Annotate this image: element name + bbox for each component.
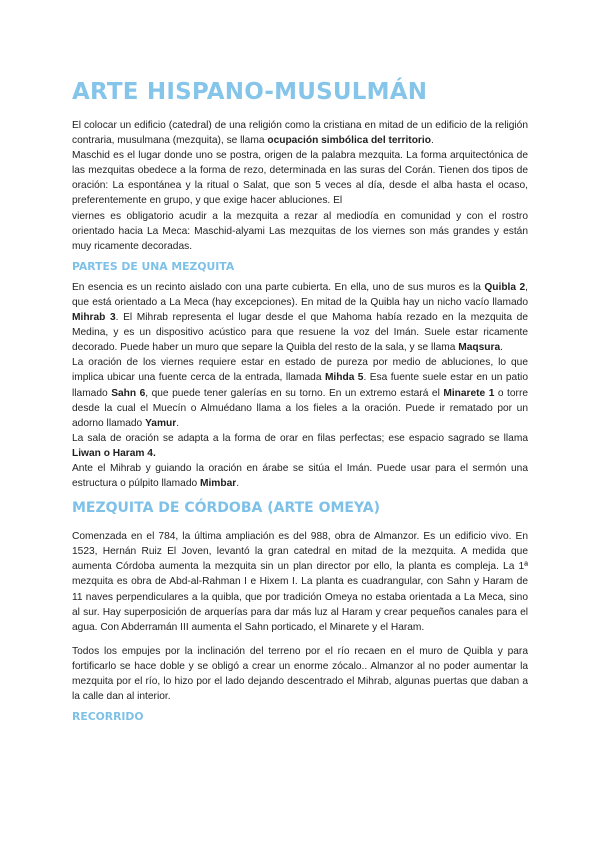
bold-term: Yamur xyxy=(145,417,177,429)
text-run: . Esa fuente suele estar en un patio llamado xyxy=(72,372,528,399)
text-run: . xyxy=(500,342,503,354)
text-run: . xyxy=(236,478,240,490)
bold-term: Sahn 6 xyxy=(111,387,146,399)
text-run: . El Mihrab representa el lugar desde el que Mahoma había rezado en la mezquita de Medina, y es un dispositivo acústico para que resuene la voz del Imán. Suele estar ricamente decorado. Puede haber un muro que separe la Quibla del resto de la sala, y se llama xyxy=(72,312,528,354)
text-run: En esencia es un recinto aislado con una parte cubierta. En ella, uno de sus muros es la xyxy=(72,281,485,293)
text-run: La sala de oración se adapta a la forma de orar en filas perfectas; ese espacio sagrado se llama xyxy=(72,432,528,444)
document-page xyxy=(72,78,528,730)
text-run: Ante el Mihrab y guiando la oración en árabe se sitúa el Imán. Puede usar para el sermón una estructura o púlpito llamado xyxy=(72,462,528,490)
bold-term: Liwan o Haram 4. xyxy=(72,447,156,459)
page-title: ARTE HISPANO-MUSULMÁN xyxy=(72,79,428,105)
bold-term: Quibla 2 xyxy=(484,281,526,293)
intro-paragraph-2: Maschid es el lugar donde uno se postra, origen de la palabra mezquita. La forma arquitectónica de las mezquitas obedece a la forma de rezo, determinada en las suras del Corán. Tienen dos tipos de oración: La espontánea y la ritual o Salat, que son 5 veces al día, desde el alba hasta el ocaso, preferentemente en grupo, y que exige hacer abluciones. El xyxy=(72,150,528,207)
bold-term: Mihda 5 xyxy=(324,372,364,384)
bold-term: Minarete 1 xyxy=(443,387,495,399)
bold-term: Maqsura xyxy=(458,342,501,354)
text-run: . xyxy=(176,417,180,429)
section-heading-cordoba: MEZQUITA DE CÓRDOBA (ARTE OMEYA) xyxy=(72,500,381,517)
text-run: o torre desde la cual el Muecín o Almuédano llama a los fieles a la oración. Puede ir rematado por un adorno llamado xyxy=(72,387,528,429)
section-heading-partes: PARTES DE UNA MEZQUITA xyxy=(72,259,235,273)
bold-term: Mihrab 3 xyxy=(72,312,116,324)
intro-paragraph-1 xyxy=(72,118,528,148)
cordoba-paragraph-2: Todos los empujes por la inclinación del terreno por el río recaen en el muro de Quibla y para fortificarlo se hace doble y se obligó a crear un enorme zócalo.. Almanzor al no poder aumentar la mezquita por el río, lo hizo por el lado dejando descentrado el Mihrab, algunas puertas que daban a la calle dan al interior. xyxy=(72,645,528,703)
partes-paragraph-4 xyxy=(72,461,528,491)
partes-paragraph-3 xyxy=(72,431,528,461)
partes-paragraph-1 xyxy=(72,280,528,355)
bold-term: Mimbar xyxy=(199,478,237,490)
partes-paragraph-2 xyxy=(72,355,528,430)
text-run: . xyxy=(430,135,434,147)
intro-paragraph-3: viernes es obligatorio acudir a la mezquita a rezar al mediodía en comunidad y con el rostro orientado hacia La Meca: Maschid-alyami Las mezquitas de los viernes son más grandes y están muy ricamente decoradas. xyxy=(72,210,528,252)
cordoba-paragraph-1: Comenzada en el 784, la última ampliación es del 988, obra de Almanzor. Es un edificio vivo. En 1523, Hernán Ruiz El Joven, levantó la gran catedral en mitad de la mezquita. A medida que aumenta Córdoba aumenta la mezquita sin un plan director por ello, la planta es compleja. La 1ª mezquita es obra de Abd-al-Rahman I e Hixem I. La planta es cuadrangular, con Sahn y Haram de 11 naves perpendiculares a la quibla, que por tradición Omeya no estaba orientada a La Meca, sino al sur. Hay superposición de arquerías para dar más luz al Haram y crear pequeños canales para el agua. Con Abderramán III aumenta el Sahn porticado, el Minarete y el Haram. xyxy=(72,531,528,633)
text-run: , que puede tener galerías en su torno. En un extremo estará el xyxy=(145,387,444,399)
text-run: La oración de los viernes requiere estar en estado de pureza por medio de abluciones, lo que implica ubicar una fuente cerca de la entrada, llamada xyxy=(72,357,528,384)
bold-term: ocupación simbólica del territorio xyxy=(267,135,431,147)
text-run: El colocar un edificio (catedral) de una religión como la cristiana en mitad de un edificio de la religión contraria, musulmana (mezquita), se llama xyxy=(72,120,528,147)
text-run: , que está orientado a La Meca (hay excepciones). En mitad de la Quibla hay un nicho vacío llamado xyxy=(72,281,528,308)
section-heading-recorrido: RECORRIDO xyxy=(72,710,144,724)
